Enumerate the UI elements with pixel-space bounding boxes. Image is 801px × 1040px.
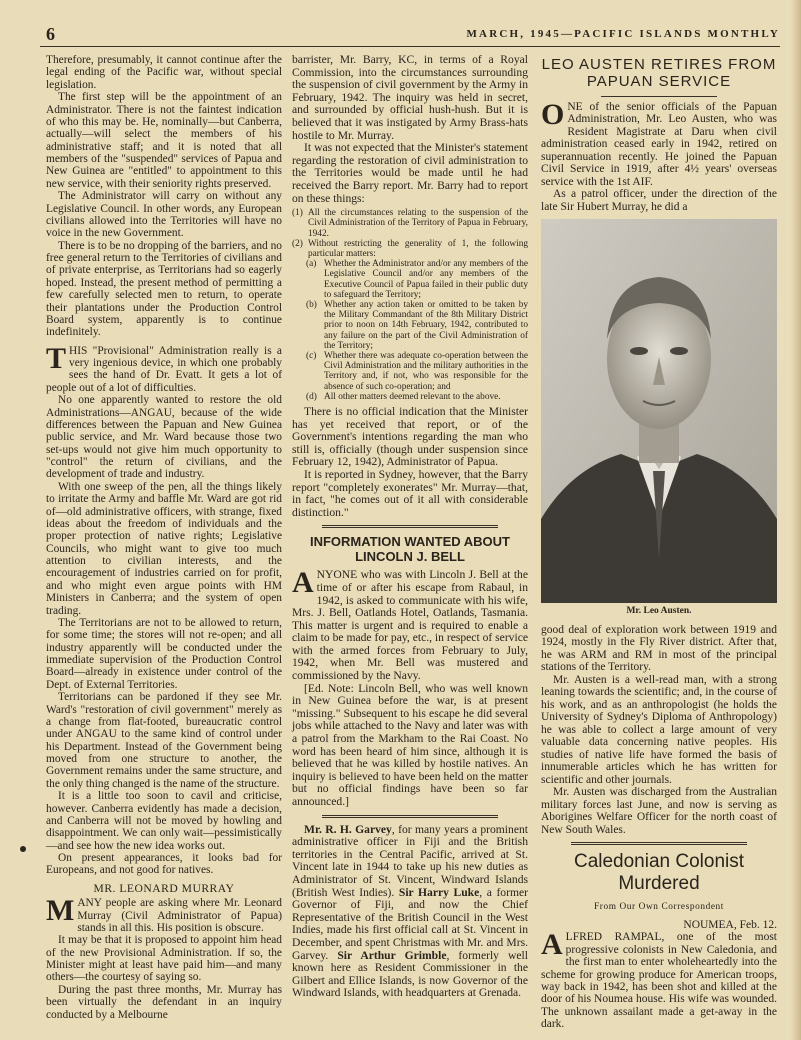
paragraph: barrister, Mr. Barry, KC, in terms of a Royal Commission, into the circumstances surrounding the suspension of civil government by the Army in February, 1942. The inquiry was held in secret, and surrounded by official hush-hush. But it is believed that it was instigated by Army Brass-hats hostile to Mr. Murray. — [292, 53, 528, 142]
list-item: (c) Whether there was adequate co-operation between the Civil Administration and the military authorities in the Territory and, if not, who was responsible for the absence of such co-operation; and — [306, 350, 528, 392]
paragraph: good deal of exploration work between 1919 and 1924, mostly in the Fly River district. After that, he was ARM and RM in most of the principal stations of the Territory. — [541, 623, 777, 674]
article-heading: Caledonian Colonist Murdered — [573, 851, 745, 895]
paragraph: It was not expected that the Minister's statement regarding the restoration of civil administration to the Territories would be made until he had received the Barry report. Mr. Barry had to report on these things: — [292, 141, 528, 205]
column-left — [46, 54, 282, 1021]
paragraph: It is reported in Sydney, however, that the Barry report "completely exonerates" Mr. Murray—that, in fact, "he comes out of it all with considerable distinction." — [292, 467, 528, 519]
drop-cap: A — [292, 566, 314, 600]
divider — [601, 96, 717, 97]
drop-cap: O — [541, 98, 565, 131]
paragraph: Territorians can be pardoned if they see Mr. Ward's "restoration of civil government" merely as a change from flat-footed, bureaucratic control under ANGAU to the same kind of control under his Department. Instead of the Government being moved from one structure to another, the Government remains under the same structure, and the only thing changed is the name of the structure. — [46, 691, 282, 790]
drop-cap: A — [541, 928, 563, 962]
paragraph: ALFRED RAMPAL, one of the most progressive colonists in New Caledonia, and the first man to enter wholeheartedly into the scheme for growing produce for American troops, way back in 1942, has been shot and killed at the door of his Noumea house. His wife was wounded. The unknown assailant made a get-away in the dark. — [541, 928, 777, 1031]
paragraph: On present appearances, it looks bad for Europeans, and not good for natives. — [46, 852, 282, 877]
portrait-photo — [541, 219, 777, 603]
page-edge-shadow — [791, 0, 801, 1040]
paragraph: There is to be no dropping of the barriers, and no free general return to the Territories of civilians and of private enterprise, as Territorians had so eagerly hoped. Instead, the present method of permitting a few carefully selected men to return, to operate their plantations under the Production Control Board system, apparently is to continue indefinitely. — [46, 239, 282, 339]
page-number: 6 — [46, 24, 55, 44]
byline: From Our Own Correspondent — [594, 902, 724, 913]
paragraph: Mr. Austen was discharged from the Australian military forces last June, and now is serving as Aborigines Welfare Officer for the north coast of New South Wales. — [541, 786, 777, 836]
drop-cap: T — [46, 341, 67, 375]
paragraph: ANYONE who was with Lincoln J. Bell at the time of or after his escape from Rabaul, in 1942, is asked to communicate with his wife, Mrs. J. Bell, Oatlands Hotel, Oatlands, Tasmania. This matter is urgent and is required to enable a claim to be made for pay, etc., in respect of service with the armed forces from February to July, 1942, when Mr. Bell was mustered and commissioned by the Navy. — [292, 566, 528, 683]
paragraph: Mr. Austen is a well-read man, with a strong leaning towards the scientific; and, in the course of his work, and as an anthropologist (he holds the University of Sydney's Diploma of Anthropology) he was able to collect a large amount of very valuable data concerning native peoples. His studies of native life have formed the basis of innumerable articles which he has written for scientific and other journals. — [541, 673, 777, 786]
paragraph: [Ed. Note: Lincoln Bell, who was well known in New Guinea before the war, is at present "missing." Subsequent to his escape he did several jobs while attached to the Navy and later was with a patrol from the Markham to the Rai Coast. No word has been heard of him since, although it is believed that he was killed by hostile natives. An inquiry is believed to have been held on the matter but no official findings have been so far announced.] — [292, 681, 528, 809]
drop-cap: M — [46, 894, 75, 928]
paragraph: The Administrator will carry on without any Legislative Council. In other words, any European civilians allowed into the Territories will have no voice in the new Government. — [46, 190, 282, 240]
photo-caption: Mr. Leo Austen. — [626, 606, 692, 617]
list-item: (a) Whether the Administrator and/or any members of the Legislative Council and/or any members of the Executive Council of Papua failed in their public duty to safeguard the Territory; — [306, 259, 528, 300]
divider — [322, 815, 498, 818]
column-right — [541, 54, 777, 1031]
paragraph: During the past three months, Mr. Murray has been virtually the defendant in an inquiry conducted by a Melbourne — [46, 983, 282, 1021]
column-middle — [292, 54, 528, 1000]
paragraph: THIS "Provisional" Administration really is a very ingenious device, in which one probably sees the hand of Dr. Evatt. It gets a lot of people out of a lot of difficulties. — [46, 341, 282, 394]
section-subheading: MR. LEONARD MURRAY — [93, 881, 235, 895]
list-item: (b) Whether any action taken or omitted to be taken by the Military Commandant of the 8th Military District prior to noon on 14th February, 1942, contributed to any failure on the part of the Civil Administration of the Territory; — [306, 299, 528, 351]
paragraph: There is no official indication that the Minister has yet received that report, or of the Government's intentions regarding the man who still is, officially (though under suspension since February 12, 1942), Administrator of Papua. — [292, 404, 528, 469]
paragraph: ONE of the senior officials of the Papuan Administration, Mr. Leo Austen, who was Resident Magistrate at Daru when civil administration ceased early in 1942, retired on superannuation recently. He joined the Papuan Civil Service in 1919, after 4½ years' overseas service with the 1st AIF. — [541, 98, 777, 188]
masthead-title: MARCH, 1945—PACIFIC ISLANDS MONTHLY — [466, 28, 780, 40]
divider — [322, 525, 498, 528]
paragraph: With one sweep of the pen, all the things likely to irritate the Army and baffle Mr. Ward are got rid of—old administrative officers, with strange, fixed ideas about the freedom of individuals and the proper protection of native rights; Legislative Councils, who might want to give too much attention to civilian interests, and the encouragement of industries carried on for profit, and who might even argue points with HM Ministers in Canberra; and the system of open trading. — [46, 480, 282, 617]
inquiry-terms-list — [292, 208, 528, 402]
sub-list — [292, 259, 528, 402]
margin-mark — [20, 846, 26, 852]
paragraph: It is a little too soon to cavil and criticise, however. Canberra evidently has made a decision, and Canberra will not be moved by howling and disappointment. We can only wait—pessimistically—and see how the new idea works out. — [46, 790, 282, 852]
divider — [571, 842, 747, 845]
paragraph: The first step will be the appointment of an Administrator. There is not the faintest indication of who this may be. He, nominally—but Canberra, actually—will select the members of his administrative staff; and it is noted that all members of the "suspended" services of Papua and New Guinea are "entitled" to appointment to this new service, with their seniority rights preserved. — [46, 91, 282, 190]
paragraph: Mr. R. H. Garvey, for many years a prominent administrative officer in Fiji and the British territories in the Central Pacific, arrived at St. Vincent late in 1944 to take up his new duties as Administrator of St. Vincent, Windward Islands (British West Indies). Sir Harry Luke, a former Governor of Fiji, and now the Chief Representative of the British Council in the West Indies, made his first official call at St. Vincent in December, and spent Christmas with Mr. and Mrs. Garvey. Sir Arthur Grimble, formerly well known here as Resident Commissioner in the Gilbert and Ellice Islands, is now Governor of the Windward Islands, with headquarters at Grenada. — [292, 822, 528, 1000]
paragraph: No one apparently wanted to restore the old Administrations—ANGAU, because of the wide differences between the Papuan and New Guinea public service, and Mr. Ward because those two set-ups would not give him much opportunity to "control" the return of civilians, and the development of trade and industry. — [46, 394, 282, 481]
paragraph: The Territorians are not to be allowed to return, for some time; the stores will not re-open; and all industry apparently will be conducted under the immediate supervision of the Production Control Board—already in existence under control of the Dept. of External Territories. — [46, 616, 282, 691]
running-header — [40, 24, 780, 47]
paragraph: MANY people are asking where Mr. Leonard Murray (Civil Administrator of Papua) stands in all this. His position is obscure. — [46, 894, 282, 934]
list-item: (1) All the circumstances relating to the suspension of the Civil Administration of the Territory of Papua in February, 1942. — [292, 208, 528, 239]
article-heading: LEO AUSTEN RETIRES FROM PAPUAN SERVICE — [541, 56, 777, 90]
article-heading: INFORMATION WANTED ABOUT LINCOLN J. BELL — [309, 534, 511, 565]
paragraph: As a patrol officer, under the direction of the late Sir Hubert Murray, he did a — [541, 188, 777, 213]
list-item: (2) Without restricting the generality of 1, the following particular matters: — [292, 238, 528, 259]
list-item: (d) All other matters deemed relevant to the above. — [306, 391, 501, 402]
paragraph: It may be that it is proposed to appoint him head of the new Provisional Administration. If so, the Minister might at least have paid him—and many others—the courtesy of saying so. — [46, 934, 282, 984]
paragraph: Therefore, presumably, it cannot continue after the legal ending of the Pacific war, without special legislation. — [46, 54, 282, 91]
dateline: NOUMEA, Feb. 12. — [683, 918, 777, 931]
